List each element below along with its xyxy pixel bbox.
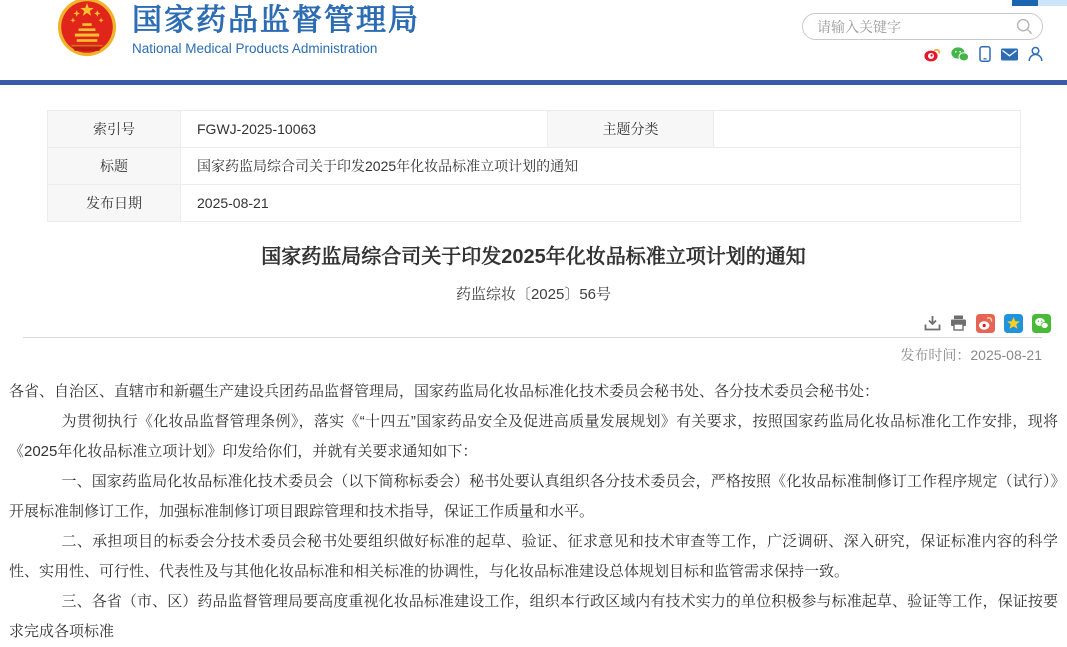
site-brand[interactable] — [57, 0, 420, 62]
content-divider — [23, 337, 1042, 338]
info-value-index-no: FGWJ-2025-10063 — [181, 111, 548, 148]
corner-tabs — [1012, 0, 1067, 6]
paragraph: 三、各省（市、区）药品监督管理局要高度重视化妆品标准建设工作，组织本行政区域内有技术实力的单位积极参与标准起草、验证等工作，保证按要求完成各项标准 — [9, 593, 1058, 640]
table-row — [48, 111, 1021, 148]
search-input[interactable] — [815, 18, 1016, 36]
info-label-index-no: 索引号 — [48, 111, 181, 148]
paragraph: 一、国家药监局化妆品标准化技术委员会（以下简称标委会）秘书处要认真组织各分技术委员会，严格按照《化妆品标准制修订工作程序规定（试行）》开展标准制修订工作，加强标准制修订项目跟踪管理和技术指导，保证工作质量和水平。 — [9, 473, 1058, 520]
mobile-icon[interactable] — [979, 46, 991, 62]
paragraph: 二、承担项目的标委会分技术委员会秘书处要组织做好标准的起草、验证、征求意见和技术审查等工作，广泛调研、深入研究，保证标准内容的科学性、实用性、可行性、代表性及与其他化妆品标准和相关标准的协调性，与化妆品标准建设总体规划目标和监管需求保持一致。 — [9, 533, 1058, 580]
table-row — [48, 148, 1021, 185]
info-label-title: 标题 — [48, 148, 181, 185]
share-weibo-icon[interactable] — [976, 314, 995, 333]
email-icon[interactable] — [1001, 48, 1018, 61]
info-value-title: 国家药监局综合司关于印发2025年化妆品标准立项计划的通知 — [181, 148, 1021, 185]
site-title-en: National Medical Products Administration — [132, 41, 378, 56]
share-wechat-icon[interactable] — [1032, 314, 1051, 333]
user-icon[interactable] — [1028, 46, 1043, 62]
article-title: 国家药监局综合司关于印发2025年化妆品标准立项计划的通知 — [261, 246, 806, 268]
info-label-publish-date: 发布日期 — [48, 185, 181, 222]
paragraph-salutation: 各省、自治区、直辖市和新疆生产建设兵团药品监督管理局，国家药监局化妆品标准化技术委员会秘书处、各分技术委员会秘书处： — [9, 383, 880, 400]
document-info-table — [47, 110, 1021, 222]
main-content — [0, 110, 1067, 647]
info-value-category — [714, 111, 1021, 148]
share-qzone-icon[interactable] — [1004, 314, 1023, 333]
header-quick-icons — [924, 46, 1043, 62]
print-icon[interactable] — [950, 315, 967, 331]
corner-tab-light[interactable] — [1038, 0, 1067, 6]
article-body — [9, 377, 1058, 647]
header-divider-bar — [0, 80, 1067, 85]
download-icon[interactable] — [924, 315, 941, 331]
site-header — [0, 0, 1067, 85]
search-icon[interactable] — [1016, 18, 1033, 35]
weibo-icon[interactable] — [924, 47, 941, 62]
paragraph: 为贯彻执行《化妆品监督管理条例》，落实《“十四五”国家药品安全及促进高质量发展规划》有关要求，按照国家药监局化妆品标准化工作安排，现将《2025年化妆品标准立项计划》印发给你们，并就有关要求通知如下： — [9, 413, 1058, 460]
publish-time: 发布时间：2025-08-21 — [900, 347, 1042, 363]
doc-number: 药监综妆〔2025〕56号 — [455, 286, 612, 303]
site-name-block — [132, 0, 420, 56]
corner-tab-dark[interactable] — [1012, 0, 1038, 6]
wechat-icon[interactable] — [951, 47, 969, 62]
info-value-publish-date: 2025-08-21 — [181, 185, 1021, 222]
table-row — [48, 185, 1021, 222]
national-emblem-icon — [57, 0, 117, 62]
info-label-category: 主题分类 — [548, 111, 714, 148]
article-toolbar — [0, 314, 1051, 332]
search-box[interactable] — [802, 13, 1043, 40]
site-title-zh: 国家药品监督管理局 — [132, 4, 420, 37]
